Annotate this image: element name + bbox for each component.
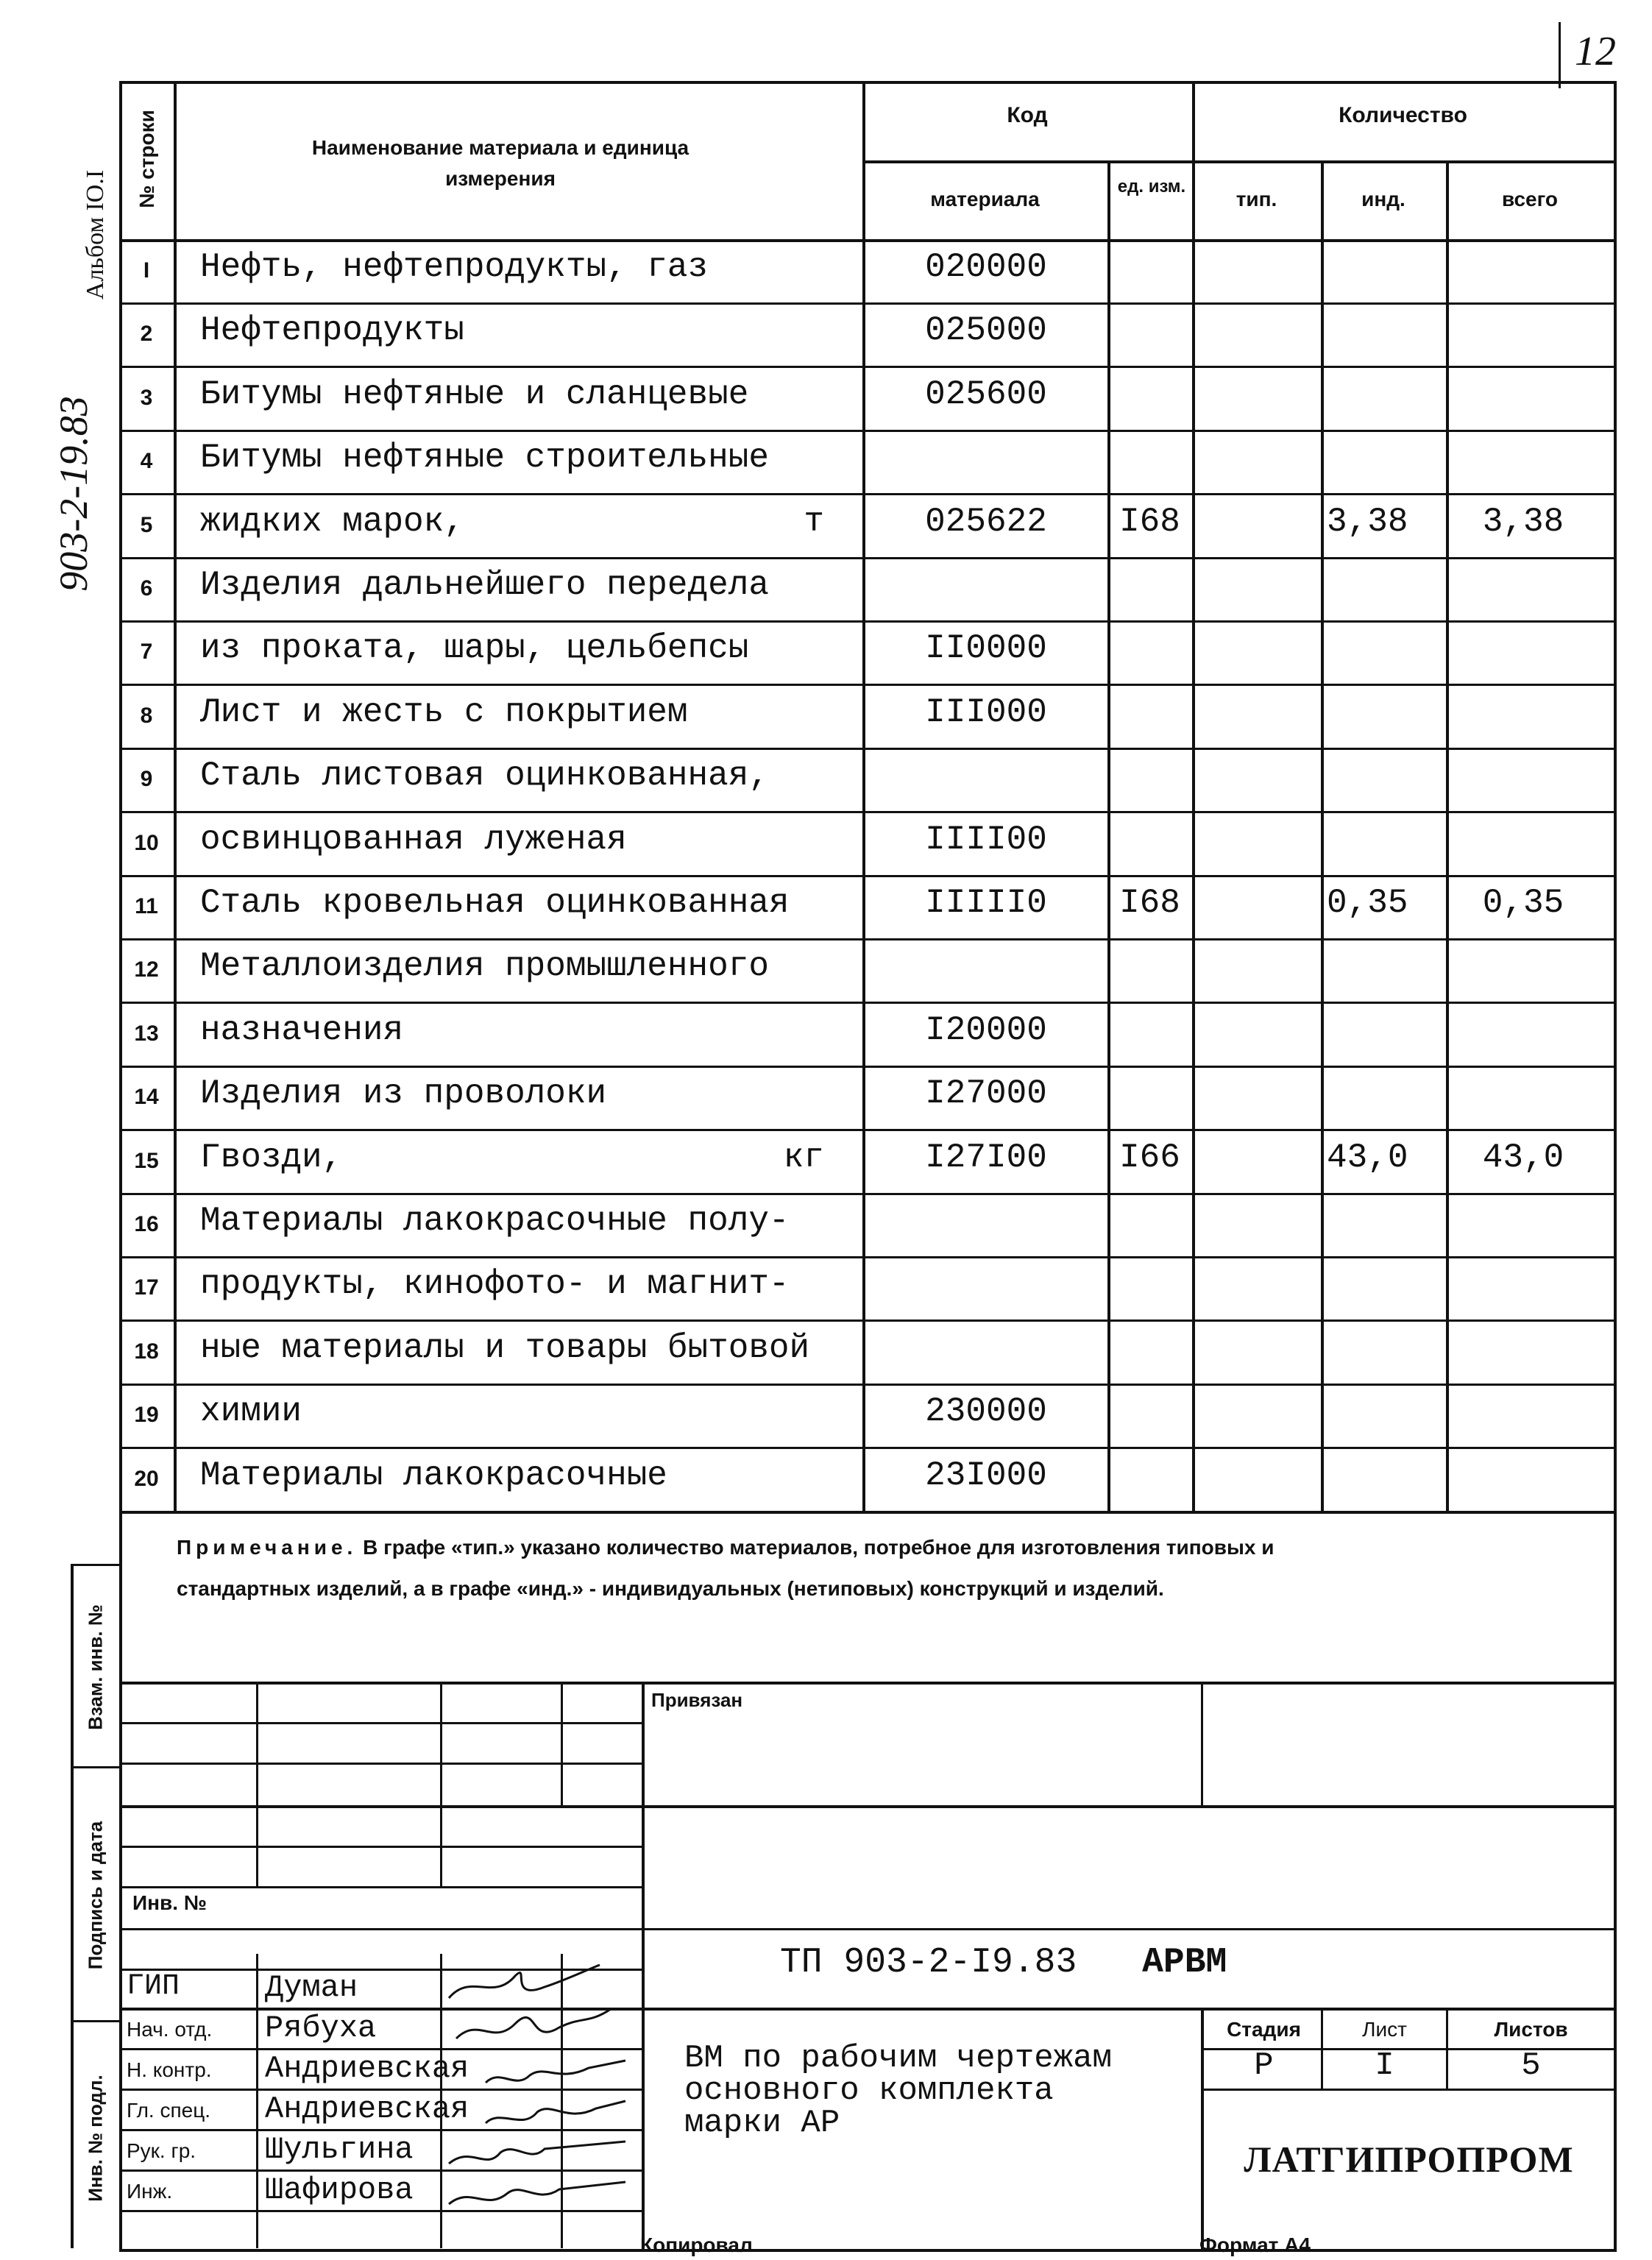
table-row-line: [119, 1447, 1617, 1449]
header-name: Наименование материала и единица измерения: [311, 136, 689, 190]
header-bottom-line: [119, 239, 1617, 242]
table-right-border: [1614, 81, 1617, 2252]
table-row-line: [119, 1193, 1617, 1195]
unit-code: I66: [1119, 1138, 1180, 1177]
stamp-col-1: [256, 1682, 258, 1888]
stamp-col-2: [440, 1682, 442, 1888]
stage-label: Стадия: [1227, 2018, 1301, 2041]
material-name: Изделия дальнейшего передела: [200, 566, 769, 604]
title-line-2: основного комплекта: [684, 2072, 1054, 2109]
table-row-line: [119, 1066, 1617, 1068]
qty-total: 43,0: [1482, 1138, 1564, 1177]
row-number: 6: [140, 576, 153, 601]
material-name: Битумы нефтяные строительные: [200, 439, 769, 477]
material-name: Гвозди,: [200, 1138, 343, 1177]
stamp-top-line: [119, 1682, 1617, 1685]
stamp-stage-line2: [1201, 2089, 1617, 2091]
material-name: Материалы лакокрасочные: [200, 1456, 667, 1495]
table-row-line: [119, 938, 1617, 941]
note-lead: Примечание.: [177, 1536, 358, 1559]
stamp-row-e: [119, 1886, 642, 1888]
sheet-value: I: [1375, 2047, 1394, 2084]
sheet-label: Лист: [1362, 2018, 1407, 2041]
row-number: 12: [134, 957, 159, 982]
stage-value: Р: [1254, 2047, 1274, 2084]
organization-name: ЛАТГИПРОПРОМ: [1244, 2139, 1574, 2180]
unit-code: I68: [1119, 884, 1180, 922]
row-number: 5: [140, 513, 153, 537]
header-sub-line: [862, 160, 1617, 163]
header-qty-group: Количество: [1339, 103, 1467, 127]
material-code: 025600: [925, 375, 1047, 414]
col-line-unit: [1192, 81, 1195, 1512]
material-name: Нефтепродукты: [200, 311, 464, 350]
table-row-line: [119, 811, 1617, 813]
header-qty-ind: инд.: [1361, 188, 1405, 210]
stamp-row-d: [119, 1846, 642, 1848]
project-mark: АРВМ: [1142, 1943, 1227, 1983]
note-text: В графе «тип.» указано количество материалов, потребное для изготовления типовых и стандартных изделий, а в графе «инд.» - индивидуальных (нетиповых) конструкций и изделий.: [177, 1536, 1275, 1600]
handwritten-margin-number: 903-2-19.83: [52, 396, 96, 592]
signer-name: Андриевская: [265, 2051, 469, 2086]
signer-name: Андриевская: [265, 2091, 469, 2127]
table-row-line: [119, 430, 1617, 432]
row-number: 19: [134, 1403, 159, 1427]
header-code-unit: ед. изм.: [1117, 177, 1186, 196]
unit-suffix: кг: [783, 1138, 824, 1177]
signer-role: ГИП: [127, 1970, 180, 2003]
document-title: [684, 2040, 1112, 2142]
material-name: продукты, кинофото- и магнит-: [200, 1265, 790, 1303]
row-number: 16: [134, 1212, 159, 1236]
row-number: 14: [134, 1085, 159, 1109]
signer-name: Шафирова: [265, 2172, 414, 2208]
page-number-divider: [1559, 22, 1561, 88]
row-number: 4: [140, 449, 153, 473]
title-line-1: ВМ по рабочим чертежам: [684, 2040, 1112, 2077]
row-number: 2: [140, 322, 153, 346]
table-row-line: [119, 748, 1617, 750]
material-code: 23I000: [925, 1456, 1047, 1495]
material-code: 020000: [925, 248, 1047, 286]
stamp-stage-left: [1201, 2008, 1204, 2249]
project-code: [780, 1943, 1227, 1983]
project-code-number: ТП 903-2-I9.83: [780, 1943, 1077, 1983]
stamp-col-3: [561, 1682, 563, 1807]
material-name: Нефть, нефтепродукты, газ: [200, 248, 709, 286]
signer-role: Н. контр.: [127, 2058, 212, 2081]
signer-name: Рябуха: [265, 2011, 377, 2046]
row-number: 7: [140, 640, 153, 664]
side-strip-border: [71, 1564, 74, 2248]
header-row-number: № строки: [135, 110, 158, 208]
header-code-material: материала: [930, 188, 1040, 210]
header-qty-all: всего: [1501, 188, 1559, 210]
material-code: 025622: [925, 503, 1047, 541]
note-top-line: [119, 1511, 1617, 1514]
side-label-podpis: Подпись и дата: [84, 1821, 107, 1970]
page-number: 12: [1575, 29, 1616, 74]
sheets-label: Листов: [1494, 2018, 1568, 2041]
footer-copied: Копировал: [640, 2234, 753, 2256]
material-code: II0000: [925, 629, 1047, 667]
row-number: 9: [140, 767, 153, 791]
material-code: I20000: [925, 1011, 1047, 1049]
material-code: III000: [925, 693, 1047, 732]
table-row-line: [119, 684, 1617, 686]
material-name: ные материалы и товары бытовой: [200, 1329, 810, 1367]
qty-total: 3,38: [1482, 503, 1564, 541]
stamp-col-priv: [1201, 1682, 1203, 1807]
col-line-typ: [1321, 162, 1324, 1512]
signatures-scribble: [442, 1958, 633, 2245]
table-row-line: [119, 557, 1617, 559]
side-label-vzam: Взам. инв. №: [84, 1604, 107, 1730]
material-name: Сталь кровельная оцинкованная: [200, 884, 790, 922]
material-name: химии: [200, 1392, 302, 1431]
stamp-row-f: [119, 1928, 1617, 1930]
side-strip-sep2: [71, 2020, 119, 2022]
side-strip-sep1: [71, 1766, 119, 1768]
inv-no-label: Инв. №: [132, 1891, 208, 1914]
row-number: 3: [140, 386, 153, 410]
row-number: 11: [135, 894, 158, 918]
table-row-line: [119, 1256, 1617, 1258]
privyazan-label: Привязан: [651, 1689, 743, 1711]
qty-individual: 43,0: [1327, 1138, 1408, 1177]
material-name: Сталь листовая оцинкованная,: [200, 757, 769, 795]
table-row-line: [119, 366, 1617, 368]
material-name: Изделия из проволоки: [200, 1074, 607, 1113]
signer-role: Нач. отд.: [127, 2018, 213, 2041]
table-row-line: [119, 493, 1617, 495]
footer-format: Формат А4: [1199, 2234, 1311, 2256]
title-line-3: марки АР: [684, 2105, 840, 2142]
table-row-line: [119, 1002, 1617, 1004]
material-code: IIIII0: [925, 884, 1047, 922]
header-qty-typ: тип.: [1236, 188, 1277, 210]
row-number: 18: [134, 1339, 159, 1364]
stamp-col-main: [642, 1682, 645, 2248]
side-strip-top: [71, 1564, 119, 1566]
row-number: I: [143, 258, 150, 283]
unit-suffix: т: [804, 503, 824, 541]
table-top-border: [119, 81, 1617, 84]
table-bottom-border: [119, 2249, 1617, 2252]
table-row-line: [119, 875, 1617, 877]
table-row-line: [119, 1129, 1617, 1131]
row-number: 13: [134, 1021, 159, 1046]
signer-role: Гл. спец.: [127, 2099, 211, 2122]
row-number: 17: [134, 1275, 159, 1300]
material-name: Материалы лакокрасочные полу-: [200, 1202, 790, 1240]
material-code: IIII00: [925, 821, 1047, 859]
col-line-name: [862, 81, 865, 1512]
stamp-row-b: [119, 1763, 642, 1765]
unit-code: I68: [1119, 503, 1180, 541]
material-code: 230000: [925, 1392, 1047, 1431]
material-code: I27I00: [925, 1138, 1047, 1177]
col-line-num: [174, 81, 177, 1512]
row-number: 8: [140, 704, 153, 728]
header-code-group: Код: [1007, 103, 1048, 127]
material-name: жидких марок,: [200, 503, 464, 541]
side-label-inv-podl: Инв. № подл.: [84, 2075, 107, 2202]
row-number: 10: [134, 831, 159, 855]
qty-total: 0,35: [1482, 884, 1564, 922]
album-label: Альбом IO.I: [82, 169, 109, 300]
qty-individual: 3,38: [1327, 503, 1408, 541]
material-name: назначения: [200, 1011, 404, 1049]
material-name: Лист и жесть с покрытием: [200, 693, 688, 732]
signer-name: Шульгина: [265, 2132, 414, 2167]
material-name: освинцованная луженая: [200, 821, 627, 859]
table-row-line: [119, 302, 1617, 305]
material-name: Металлоизделия промышленного: [200, 947, 769, 985]
qty-individual: 0,35: [1327, 884, 1408, 922]
stamp-row-c: [119, 1805, 1617, 1808]
table-row-line: [119, 1319, 1617, 1322]
signer-role: Рук. гр.: [127, 2139, 196, 2162]
signer-role: Инж.: [127, 2180, 173, 2203]
col-line-ind: [1446, 162, 1449, 1512]
signer-name: Думан: [265, 1970, 358, 2005]
material-code: 025000: [925, 311, 1047, 350]
note: [177, 1527, 1317, 1609]
material-name: из проката, шары, цельбепсы: [200, 629, 749, 667]
sheets-value: 5: [1521, 2047, 1541, 2084]
material-name: Битумы нефтяные и сланцевые: [200, 375, 749, 414]
table-row-line: [119, 620, 1617, 623]
row-number: 15: [134, 1149, 159, 1173]
row-number: 20: [134, 1467, 159, 1491]
material-code: I27000: [925, 1074, 1047, 1113]
table-row-line: [119, 1384, 1617, 1386]
col-line-code: [1107, 162, 1110, 1512]
stamp-col-1b: [256, 1954, 258, 2248]
stamp-row-a: [119, 1722, 642, 1724]
